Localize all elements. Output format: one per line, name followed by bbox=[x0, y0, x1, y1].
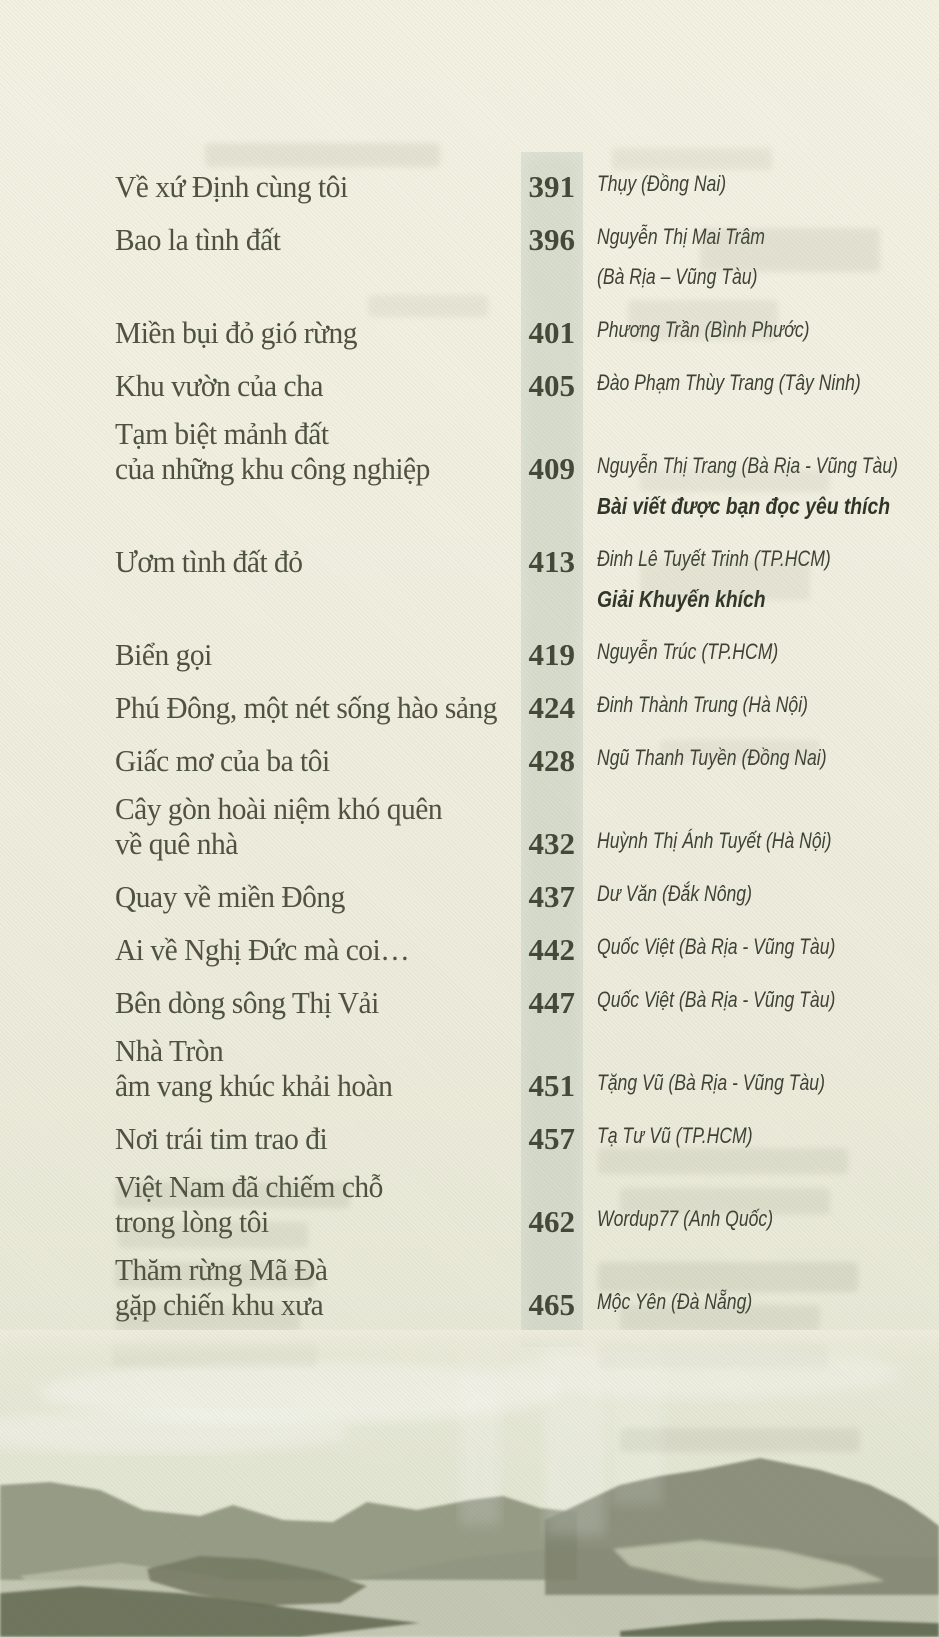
photo-top-fade bbox=[0, 1330, 939, 1420]
toc-entry bbox=[115, 416, 939, 526]
toc-entry bbox=[115, 1116, 939, 1156]
toc-page-number: 465 bbox=[528, 1287, 575, 1322]
toc-entry-author-cell bbox=[583, 539, 939, 619]
toc-page-number: 462 bbox=[528, 1204, 575, 1239]
toc-page-number: 428 bbox=[528, 743, 575, 778]
toc-entry-author-cell bbox=[583, 632, 939, 672]
toc-title-line: Giấc mơ của ba tôi bbox=[115, 743, 330, 778]
toc-entry-title bbox=[115, 932, 521, 967]
toc-entry bbox=[115, 791, 939, 861]
toc-title-line: về quê nhà bbox=[115, 826, 238, 861]
toc-author-line: Đinh Lê Tuyết Trinh (TP.HCM) bbox=[597, 546, 831, 571]
toc-entry-author-cell bbox=[583, 1116, 939, 1156]
toc-entry-number-cell bbox=[521, 743, 583, 778]
toc-page-number: 409 bbox=[528, 451, 575, 486]
toc-title-line: Bên dòng sông Thị Vải bbox=[115, 985, 379, 1020]
toc-author-line: Phương Trần (Bình Phước) bbox=[597, 317, 810, 342]
toc-entry bbox=[115, 217, 939, 297]
toc-entry-author-cell bbox=[583, 446, 939, 526]
toc-entry bbox=[115, 738, 939, 778]
toc-title-line: trong lòng tôi bbox=[115, 1204, 269, 1239]
toc-title-line: gặp chiến khu xưa bbox=[115, 1287, 324, 1322]
toc-entry-title bbox=[115, 1033, 521, 1103]
toc-author-line: Mộc Yên (Đà Nẵng) bbox=[597, 1289, 753, 1314]
toc-list bbox=[0, 152, 939, 1335]
toc-entry-title bbox=[115, 791, 521, 861]
toc-author-line: Tặng Vũ (Bà Rịa - Vũng Tàu) bbox=[597, 1070, 825, 1095]
toc-author-line: (Bà Rịa – Vũng Tàu) bbox=[597, 264, 758, 289]
toc-entry bbox=[115, 874, 939, 914]
toc-entry-number-cell bbox=[521, 879, 583, 914]
toc-page-number: 405 bbox=[528, 368, 575, 403]
toc-author-line: Nguyễn Trúc (TP.HCM) bbox=[597, 639, 779, 664]
toc-title-line: Ươm tình đất đỏ bbox=[115, 544, 303, 579]
toc-page-number: 432 bbox=[528, 826, 575, 861]
toc-entry-author-cell bbox=[583, 1199, 939, 1239]
toc-entry-title bbox=[115, 1169, 521, 1239]
toc-entry-title bbox=[115, 416, 521, 526]
toc-entry bbox=[115, 685, 939, 725]
toc-entry-number-cell bbox=[521, 690, 583, 725]
toc-author-line: Quốc Việt (Bà Rịa - Vũng Tàu) bbox=[597, 987, 836, 1012]
toc-entry bbox=[115, 1169, 939, 1239]
toc-entry-title bbox=[115, 368, 521, 403]
toc-entry-author-cell bbox=[583, 685, 939, 725]
toc-entry-author-cell bbox=[583, 980, 939, 1020]
toc-entry-number-cell bbox=[521, 222, 583, 297]
toc-title-line: của những khu công nghiệp bbox=[115, 451, 430, 486]
toc-title-line: Khu vườn của cha bbox=[115, 368, 323, 403]
toc-entry-author-cell bbox=[583, 310, 939, 350]
toc-entry-author-cell bbox=[583, 363, 939, 403]
toc-entry-title bbox=[115, 985, 521, 1020]
toc-title-line: Về xứ Định cùng tôi bbox=[115, 169, 348, 204]
toc-page-number: 457 bbox=[528, 1121, 575, 1156]
toc-entry-title bbox=[115, 1121, 521, 1156]
toc-page-number: 447 bbox=[528, 985, 575, 1020]
toc-author-line: Đào Phạm Thùy Trang (Tây Ninh) bbox=[597, 370, 861, 395]
toc-entry-number-cell bbox=[521, 1121, 583, 1156]
toc-title-line: Nhà Tròn bbox=[115, 1033, 224, 1068]
toc-page-number: 451 bbox=[528, 1068, 575, 1103]
toc-title-line: Phú Đông, một nét sống hào sảng bbox=[115, 690, 498, 725]
toc-entry-number-cell bbox=[521, 169, 583, 204]
toc-entry-number-cell bbox=[521, 315, 583, 350]
toc-title-line: Việt Nam đã chiếm chỗ bbox=[115, 1169, 383, 1204]
toc-author-line: Thụy (Đồng Nai) bbox=[597, 171, 727, 196]
toc-author-line: Đinh Thành Trung (Hà Nội) bbox=[597, 692, 808, 717]
toc-award-note: Bài viết được bạn đọc yêu thích bbox=[597, 493, 891, 519]
toc-entry-title bbox=[115, 690, 521, 725]
toc-author-line: Ngũ Thanh Tuyền (Đồng Nai) bbox=[597, 745, 827, 770]
toc-entry bbox=[115, 1033, 939, 1103]
toc-entry bbox=[115, 980, 939, 1020]
toc-entry-title bbox=[115, 637, 521, 672]
toc-title-line: Miền bụi đỏ gió rừng bbox=[115, 315, 358, 350]
toc-entry bbox=[115, 164, 939, 204]
toc-entry-title bbox=[115, 169, 521, 204]
toc-page-number: 437 bbox=[528, 879, 575, 914]
landscape-photo bbox=[0, 1330, 939, 1637]
toc-entry-author-cell bbox=[583, 738, 939, 778]
toc-entry-title bbox=[115, 1252, 521, 1322]
toc-entry-number-cell bbox=[521, 451, 583, 526]
toc-author-line: Quốc Việt (Bà Rịa - Vũng Tàu) bbox=[597, 934, 836, 959]
toc-author-line: Huỳnh Thị Ánh Tuyết (Hà Nội) bbox=[597, 828, 832, 853]
toc-entry-number-cell bbox=[521, 1287, 583, 1322]
toc-title-line: Tạm biệt mảnh đất bbox=[115, 416, 329, 451]
toc-entry-number-cell bbox=[521, 368, 583, 403]
toc-author-line: Nguyễn Thị Mai Trâm bbox=[597, 224, 765, 249]
toc-entry-author-cell bbox=[583, 1282, 939, 1322]
toc-entry-author-cell bbox=[583, 1063, 939, 1103]
toc-author-line: Wordup77 (Anh Quốc) bbox=[597, 1206, 774, 1231]
toc-entry-title bbox=[115, 879, 521, 914]
toc-entry-author-cell bbox=[583, 164, 939, 204]
toc-title-line: Cây gòn hoài niệm khó quên bbox=[115, 791, 443, 826]
toc-entry-author-cell bbox=[583, 927, 939, 967]
toc-title-line: Nơi trái tim trao đi bbox=[115, 1121, 328, 1156]
toc-entry bbox=[115, 632, 939, 672]
toc-page-number: 391 bbox=[528, 169, 575, 204]
toc-award-note: Giải Khuyến khích bbox=[597, 586, 766, 612]
toc-author-line: Tạ Tư Vũ (TP.HCM) bbox=[597, 1123, 753, 1148]
toc-author-line: Dư Văn (Đắk Nông) bbox=[597, 881, 752, 906]
toc-page-number: 442 bbox=[528, 932, 575, 967]
toc-entry bbox=[115, 363, 939, 403]
toc-entry-number-cell bbox=[521, 1068, 583, 1103]
toc-page-number: 424 bbox=[528, 690, 575, 725]
toc-title-line: Bao la tình đất bbox=[115, 222, 281, 257]
toc-entry-title bbox=[115, 222, 521, 297]
toc-page-number: 396 bbox=[528, 222, 575, 257]
toc-title-line: âm vang khúc khải hoàn bbox=[115, 1068, 393, 1103]
toc-title-line: Quay về miền Đông bbox=[115, 879, 345, 914]
toc-entry-title bbox=[115, 743, 521, 778]
toc-entry-number-cell bbox=[521, 1204, 583, 1239]
toc-title-line: Biển gọi bbox=[115, 637, 212, 672]
toc-entry-title bbox=[115, 315, 521, 350]
toc-title-line: Ai về Nghị Đức mà coi… bbox=[115, 932, 410, 967]
toc-entry bbox=[115, 539, 939, 619]
toc-entry-author-cell bbox=[583, 874, 939, 914]
toc-entry-number-cell bbox=[521, 932, 583, 967]
toc-author-line: Nguyễn Thị Trang (Bà Rịa - Vũng Tàu) bbox=[597, 453, 898, 478]
toc-title-line: Thăm rừng Mã Đà bbox=[115, 1252, 328, 1287]
toc-page-number: 401 bbox=[528, 315, 575, 350]
toc-entry-author-cell bbox=[583, 217, 939, 297]
toc-entry bbox=[115, 1252, 939, 1322]
toc-entry-number-cell bbox=[521, 826, 583, 861]
toc-entry bbox=[115, 927, 939, 967]
toc-page-number: 413 bbox=[528, 544, 575, 579]
toc-entry-number-cell bbox=[521, 985, 583, 1020]
toc-page-number: 419 bbox=[528, 637, 575, 672]
toc-entry-number-cell bbox=[521, 637, 583, 672]
toc-entry-title bbox=[115, 544, 521, 619]
toc-entry-number-cell bbox=[521, 544, 583, 619]
toc-entry bbox=[115, 310, 939, 350]
toc-entry-author-cell bbox=[583, 821, 939, 861]
